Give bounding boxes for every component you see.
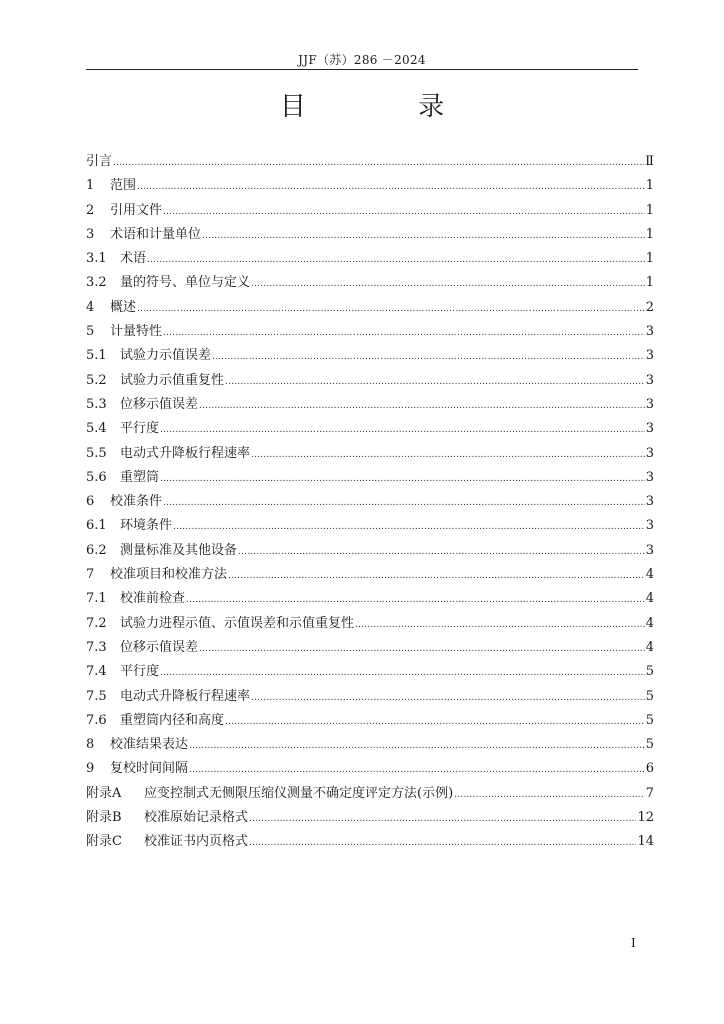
toc-entry-number: 5 (86, 324, 95, 340)
toc-entry-page: Ⅱ (645, 154, 654, 169)
toc-entry-title: 校准证书内页格式 (144, 834, 249, 850)
header-rule (86, 69, 638, 70)
toc-entry-page: 4 (645, 591, 654, 607)
toc-entry-title: 校准条件 (110, 494, 163, 510)
toc-entry[interactable] (86, 271, 654, 295)
toc-entry-page: 7 (645, 785, 654, 801)
toc-entry[interactable] (86, 466, 654, 490)
toc-entry-page: 5 (645, 664, 654, 680)
toc-entry-number: 7.5 (86, 688, 107, 704)
toc-entry[interactable] (86, 830, 654, 854)
toc-entry-title: 复校时间间隔 (110, 761, 189, 777)
toc-entry-number: 7.3 (86, 639, 107, 655)
toc-dot-leader (189, 733, 645, 758)
toc-entry-page: 4 (645, 567, 654, 583)
toc-entry[interactable] (86, 150, 654, 174)
toc-entry-title: 试验力示值误差 (120, 348, 212, 364)
toc-entry-number: 5.2 (86, 372, 107, 388)
toc-entry-title: 位移示值误差 (120, 639, 199, 655)
table-of-contents (86, 150, 654, 855)
toc-entry-number: 附录B (86, 810, 122, 826)
toc-entry-title: 环境条件 (120, 518, 173, 534)
toc-entry-page: 2 (645, 299, 654, 315)
toc-dot-leader (199, 393, 645, 418)
toc-entry-title: 范围 (110, 178, 137, 194)
toc-entry-title: 电动式升降板行程速率 (120, 688, 251, 704)
toc-entry-number: 5.5 (86, 445, 107, 461)
toc-entry-title: 概述 (110, 299, 137, 315)
toc-entry-title: 试验力示值重复性 (120, 372, 225, 388)
toc-entry[interactable] (86, 660, 654, 684)
toc-dot-leader (186, 587, 645, 612)
toc-entry-number: 6 (86, 494, 95, 510)
toc-entry[interactable] (86, 344, 654, 368)
toc-entry-number: 附录C (86, 834, 122, 850)
toc-dot-leader (137, 174, 645, 199)
toc-entry-number: 5.3 (86, 396, 107, 412)
toc-entry-number: 1 (86, 178, 95, 194)
toc-entry-page: 3 (645, 421, 654, 437)
toc-entry-number: 7.4 (86, 664, 107, 680)
toc-dot-leader (228, 563, 645, 588)
page-title: 目 录 (279, 92, 497, 122)
toc-entry-number: 9 (86, 761, 95, 777)
toc-entry[interactable] (86, 612, 654, 636)
toc-entry-page: 3 (645, 348, 654, 364)
toc-entry[interactable] (86, 320, 654, 344)
toc-entry-number: 3.1 (86, 251, 107, 267)
toc-entry-number: 3 (86, 226, 95, 242)
toc-entry[interactable] (86, 490, 654, 514)
toc-dot-leader (238, 539, 645, 564)
toc-entry-number: 5.1 (86, 348, 107, 364)
toc-entry-title: 校准项目和校准方法 (110, 567, 228, 583)
toc-dot-leader (163, 490, 645, 515)
toc-dot-leader (160, 660, 645, 685)
toc-entry-page: 4 (645, 639, 654, 655)
toc-dot-leader (249, 806, 636, 831)
toc-entry-title: 试验力进程示值、示值误差和示值重复性 (120, 615, 355, 631)
toc-entry[interactable] (86, 733, 654, 757)
toc-dot-leader (212, 344, 645, 369)
toc-entry-page: 5 (645, 712, 654, 728)
toc-entry-number: 5.6 (86, 469, 107, 485)
toc-entry-title: 术语和计量单位 (110, 226, 202, 242)
toc-entry[interactable] (86, 417, 654, 441)
toc-entry-number: 5.4 (86, 421, 107, 437)
toc-entry-title: 校准结果表达 (110, 737, 189, 753)
toc-entry-title: 引用文件 (110, 202, 163, 218)
toc-entry[interactable] (86, 199, 654, 223)
toc-entry-page: 3 (645, 469, 654, 485)
toc-entry[interactable] (86, 806, 654, 830)
toc-entry[interactable] (86, 369, 654, 393)
toc-entry[interactable] (86, 514, 654, 538)
toc-entry-number: 7.2 (86, 615, 107, 631)
toc-dot-leader (202, 223, 645, 248)
toc-entry-page: 4 (645, 615, 654, 631)
toc-entry-page: 3 (645, 324, 654, 340)
toc-dot-leader (147, 247, 645, 272)
toc-dot-leader (249, 830, 636, 855)
toc-entry-page: 5 (645, 688, 654, 704)
toc-entry[interactable] (86, 223, 654, 247)
toc-entry-title: 平行度 (120, 664, 160, 680)
toc-entry-title: 位移示值误差 (120, 396, 199, 412)
toc-entry-title: 校准前检查 (120, 591, 186, 607)
toc-entry-number: 3.2 (86, 275, 107, 291)
toc-entry-number: 7.1 (86, 591, 107, 607)
toc-dot-leader (225, 709, 645, 734)
toc-entry[interactable] (86, 685, 654, 709)
toc-entry-number: 6.2 (86, 542, 107, 558)
document-header-code: JJF（苏）286 －2024 (298, 53, 426, 67)
toc-dot-leader (199, 636, 645, 661)
toc-entry-title: 重塑筒内径和高度 (120, 712, 225, 728)
toc-dot-leader (137, 296, 645, 321)
toc-entry-page: 12 (637, 810, 654, 826)
toc-entry-page: 1 (645, 202, 654, 218)
toc-entry-number: 7.6 (86, 712, 107, 728)
toc-entry-title: 平行度 (120, 421, 160, 437)
toc-entry-page: 3 (645, 518, 654, 534)
toc-entry-title: 术语 (120, 251, 147, 267)
toc-entry-page: 3 (645, 396, 654, 412)
toc-entry-number: 4 (86, 299, 95, 315)
toc-entry-page: 3 (645, 445, 654, 461)
toc-entry-title: 引言 (86, 154, 113, 169)
toc-entry-page: 6 (645, 761, 654, 777)
toc-entry-page: 3 (645, 372, 654, 388)
toc-entry-page: 1 (645, 275, 654, 291)
toc-dot-leader (113, 150, 644, 175)
toc-entry-page: 3 (645, 542, 654, 558)
toc-entry-page: 1 (645, 226, 654, 242)
toc-entry-page: 14 (637, 834, 654, 850)
toc-dot-leader (355, 612, 645, 637)
toc-dot-leader (225, 369, 645, 394)
page-number: I (631, 936, 636, 950)
toc-entry-number: 7 (86, 567, 95, 583)
toc-entry-number: 2 (86, 202, 95, 218)
toc-dot-leader (163, 320, 645, 345)
toc-entry[interactable] (86, 393, 654, 417)
toc-dot-leader (251, 271, 645, 296)
toc-entry[interactable] (86, 247, 654, 271)
toc-entry-page: 5 (645, 737, 654, 753)
toc-dot-leader (160, 466, 645, 491)
toc-entry[interactable] (86, 709, 654, 733)
toc-entry-title: 量的符号、单位与定义 (120, 275, 251, 291)
toc-entry-title: 测量标准及其他设备 (120, 542, 238, 558)
toc-entry-number: 6.1 (86, 518, 107, 534)
toc-entry-title: 重塑筒 (120, 469, 160, 485)
toc-entry-title: 电动式升降板行程速率 (120, 445, 251, 461)
toc-entry-title: 校准原始记录格式 (144, 810, 249, 826)
toc-entry[interactable] (86, 757, 654, 781)
toc-dot-leader (454, 782, 645, 807)
toc-dot-leader (160, 417, 645, 442)
toc-entry[interactable] (86, 174, 654, 198)
toc-entry[interactable] (86, 296, 654, 320)
toc-entry-title: 计量特性 (110, 324, 163, 340)
toc-entry-page: 1 (645, 251, 654, 267)
toc-entry[interactable] (86, 782, 654, 806)
toc-entry[interactable] (86, 587, 654, 611)
toc-entry[interactable] (86, 539, 654, 563)
toc-dot-leader (251, 442, 645, 467)
toc-entry-page: 3 (645, 494, 654, 510)
toc-dot-leader (173, 514, 645, 539)
toc-dot-leader (163, 199, 645, 224)
toc-dot-leader (189, 757, 645, 782)
toc-entry-title: 应变控制式无侧限压缩仪测量不确定度评定方法(示例) (144, 785, 454, 801)
toc-entry-page: 1 (645, 178, 654, 194)
toc-entry[interactable] (86, 442, 654, 466)
toc-entry-number: 8 (86, 737, 95, 753)
toc-entry[interactable] (86, 563, 654, 587)
toc-entry[interactable] (86, 636, 654, 660)
toc-dot-leader (251, 685, 645, 710)
toc-entry-number: 附录A (86, 785, 122, 801)
